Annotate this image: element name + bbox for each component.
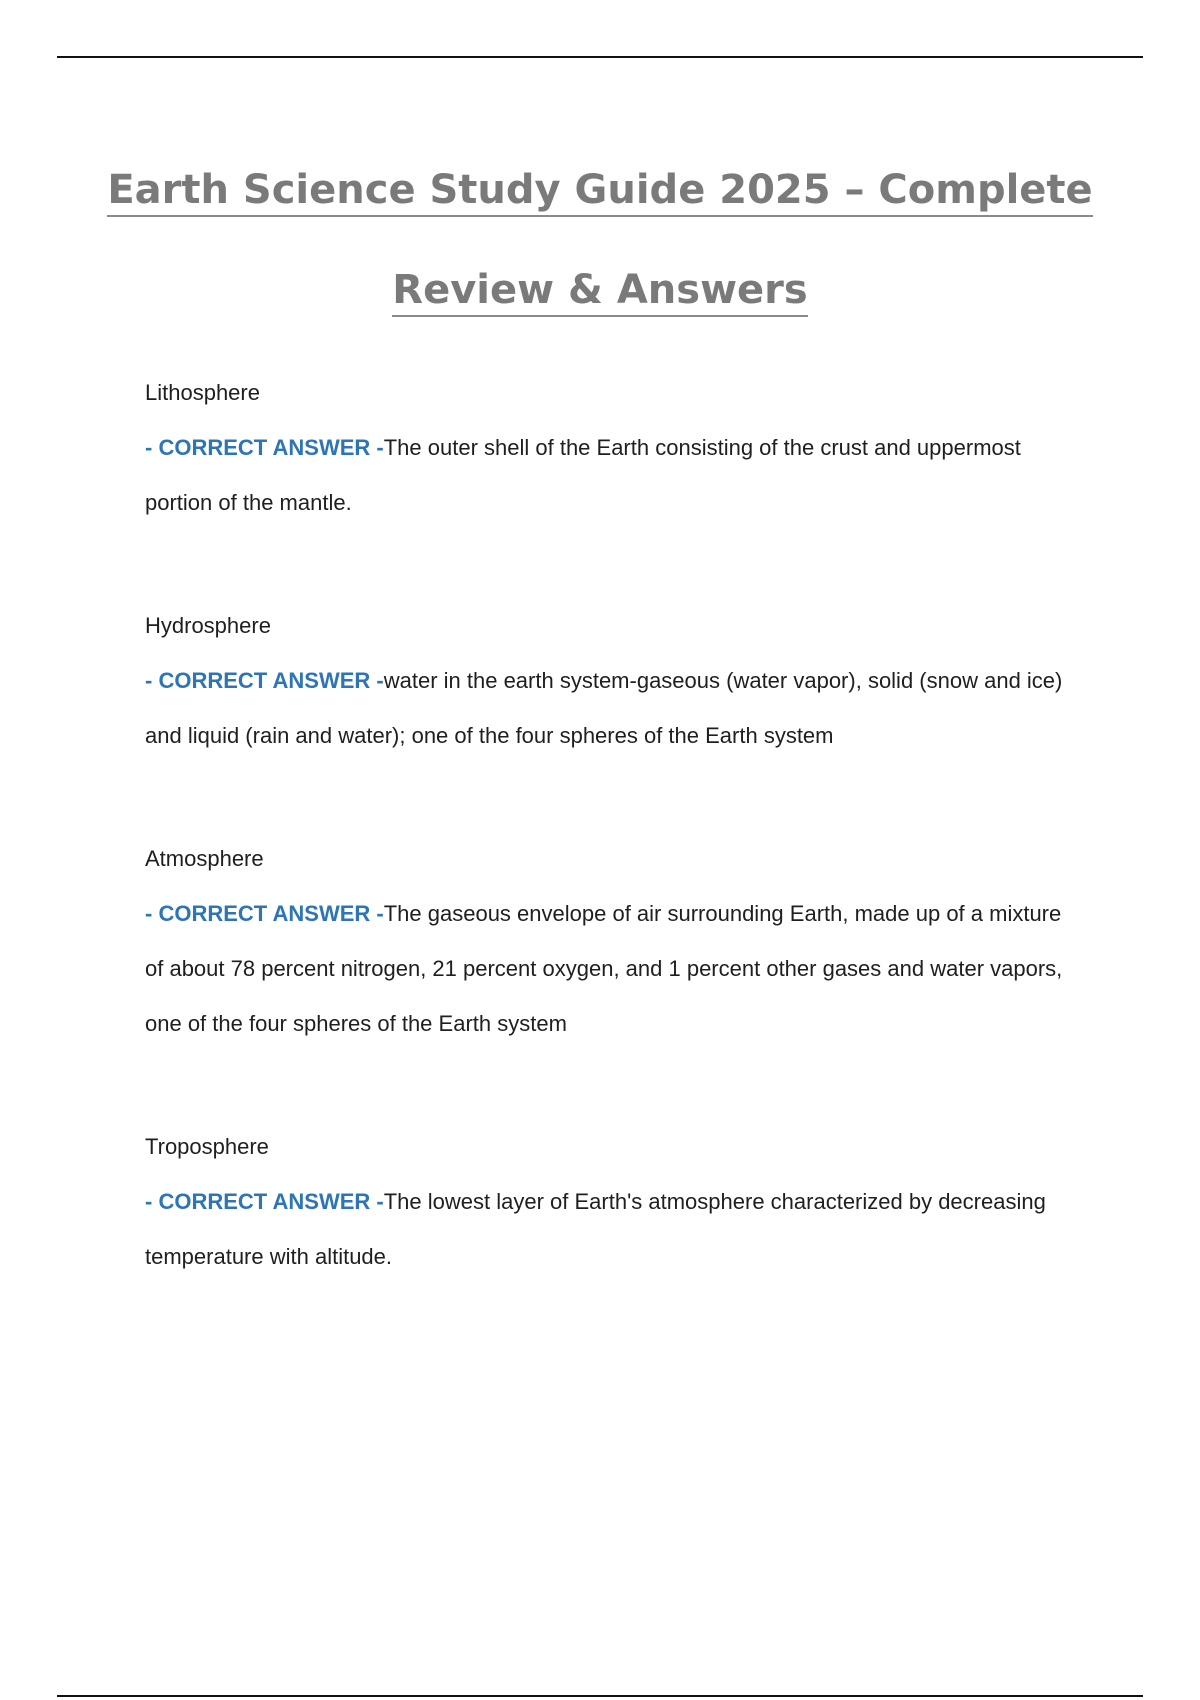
- answer: [145, 420, 1085, 530]
- title-line-1-text: Earth Science Study Guide 2025 – Complete: [107, 167, 1092, 217]
- term: Atmosphere: [145, 846, 264, 871]
- definition: The lowest layer of Earth's atmosphere characterized by decreasing temperature with altitude.: [145, 1189, 1046, 1269]
- answer-label: - CORRECT ANSWER -: [145, 1189, 384, 1214]
- answer: [145, 653, 1085, 763]
- definition: water in the earth system-gaseous (water vapor), solid (snow and ice) and liquid (rain and water); one of the four spheres of the Earth system: [145, 668, 1063, 748]
- answer: [145, 886, 1085, 1051]
- title-line-2: [0, 240, 1200, 340]
- qa-item-atmosphere: [145, 831, 1085, 1051]
- answer-label: - CORRECT ANSWER -: [145, 435, 384, 460]
- answer: [145, 1174, 1085, 1284]
- answer-label: - CORRECT ANSWER -: [145, 901, 384, 926]
- definition: The outer shell of the Earth consisting of the crust and uppermost portion of the mantle.: [145, 435, 1021, 515]
- qa-item-lithosphere: [145, 365, 1085, 530]
- qa-item-hydrosphere: [145, 598, 1085, 763]
- answer-label: - CORRECT ANSWER -: [145, 668, 384, 693]
- qa-list: [145, 365, 1085, 1352]
- title-line-1: [0, 140, 1200, 240]
- header-rule: [57, 56, 1143, 58]
- term: Troposphere: [145, 1134, 269, 1159]
- term: Hydrosphere: [145, 613, 271, 638]
- document-title: [0, 140, 1200, 340]
- footer-rule: [57, 1695, 1143, 1697]
- term: Lithosphere: [145, 380, 260, 405]
- definition: The gaseous envelope of air surrounding Earth, made up of a mixture of about 78 percent nitrogen, 21 percent oxygen, and 1 percent other gases and water vapors, one of the four spheres of the Earth system: [145, 901, 1063, 1036]
- qa-item-troposphere: [145, 1119, 1085, 1284]
- title-line-2-text: Review & Answers: [392, 267, 807, 317]
